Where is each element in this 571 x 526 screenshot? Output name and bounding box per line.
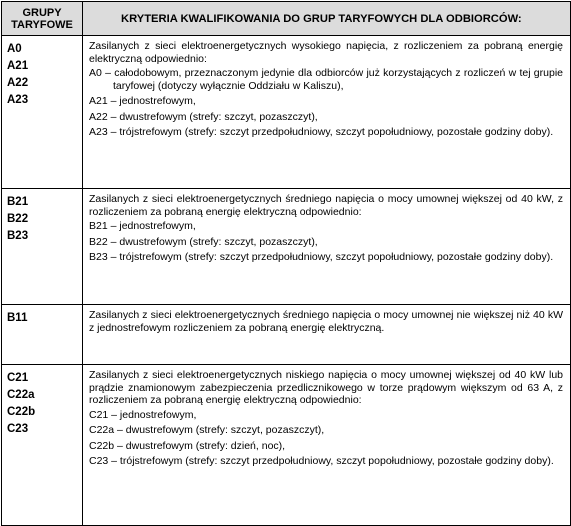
criteria-intro: Zasilanych z sieci elektroenergetycznych niskiego napięcia o mocy umownej większej od 40 kW lub prądzie znamionowym zabezpieczenia przedlicznikowego w torze prądowym większym od 63 A, z rozliczeniem za pobraną energię elektryczną odpowiednio: (89, 369, 563, 406)
tariff-code: B22 (7, 213, 29, 225)
tariff-code: C23 (7, 423, 29, 435)
criteria-item: A22 – dwustrefowym (strefy: szczyt, pozaszczyt), (89, 110, 318, 123)
table-row (2, 365, 571, 526)
tariff-code: B23 (7, 230, 29, 242)
table-header-row (2, 2, 571, 36)
tariff-code: C21 (7, 372, 29, 384)
criteria-cell (83, 36, 571, 189)
criteria-item: C22b – dwustrefowym (strefy: dzień, noc), (89, 439, 286, 452)
criteria-cell (83, 305, 571, 365)
criteria-item: C22a – dwustrefowym (strefy: szczyt, pozaszczyt), (89, 424, 325, 436)
tariff-code: A22 (7, 77, 29, 89)
tariff-code: C22b (7, 406, 36, 418)
tariff-code: A0 (7, 43, 22, 55)
criteria-item: B21 – jednostrefowym, (89, 220, 196, 232)
criteria-item: A23 – trójstrefowym (strefy: szczyt przedpołudniowy, szczyt popołudniowy, pozostałe godziny doby). (89, 126, 554, 138)
criteria-item: C21 – jednostrefowym, (89, 408, 197, 421)
tariff-groups-table (1, 1, 571, 526)
tariff-code: B21 (7, 196, 29, 208)
criteria-item: A21 – jednostrefowym, (89, 95, 196, 107)
tariff-code: A21 (7, 60, 29, 72)
criteria-item: B22 – dwustrefowym (strefy: szczyt, pozaszczyt), (89, 235, 318, 248)
criteria-cell (83, 189, 571, 305)
tariff-codes-cell (2, 189, 83, 305)
criteria-intro: Zasilanych z sieci elektroenergetycznych średniego napięcia o mocy umownej nie większej niż 40 kW z jednostrefowym rozliczeniem za pobraną energię elektryczną. (89, 309, 563, 334)
criteria-cell (83, 365, 571, 526)
tariff-codes-cell (2, 365, 83, 526)
header-tariff-groups: GRUPY TARYFOWE (2, 2, 83, 36)
tariff-code: A23 (7, 94, 29, 106)
header-criteria: KRYTERIA KWALIFIKOWANIA DO GRUP TARYFOWYCH DLA ODBIORCÓW: (83, 2, 571, 36)
table-row (2, 189, 571, 305)
criteria-item: B23 – trójstrefowym (strefy: szczyt przedpołudniowy, szczyt popołudniowy, pozostałe godziny doby). (89, 251, 554, 263)
table-row (2, 36, 571, 189)
criteria-item: A0 – całodobowym, przeznaczonym jedynie dla odbiorców już korzystających z rozliczeń w tej grupie taryfowej (dotyczy wyłącznie Oddziału w Kaliszu), (89, 67, 563, 92)
criteria-item: C23 – trójstrefowym (strefy: szczyt przedpołudniowy, szczyt popołudniowy, pozostałe godziny doby). (89, 455, 554, 467)
tariff-code: C22a (7, 389, 35, 401)
criteria-intro: Zasilanych z sieci elektroenergetycznych średniego napięcia o mocy umownej większej od 40 kW, z rozliczeniem za pobraną energię elektryczną odpowiednio: (89, 193, 563, 218)
tariff-codes-cell (2, 36, 83, 189)
tariff-codes-cell (2, 305, 83, 365)
table-row (2, 305, 571, 365)
criteria-intro: Zasilanych z sieci elektroenergetycznych wysokiego napięcia, z rozliczeniem za pobraną energię elektryczną odpowiednio: (89, 40, 563, 65)
tariff-code: B11 (7, 312, 28, 324)
